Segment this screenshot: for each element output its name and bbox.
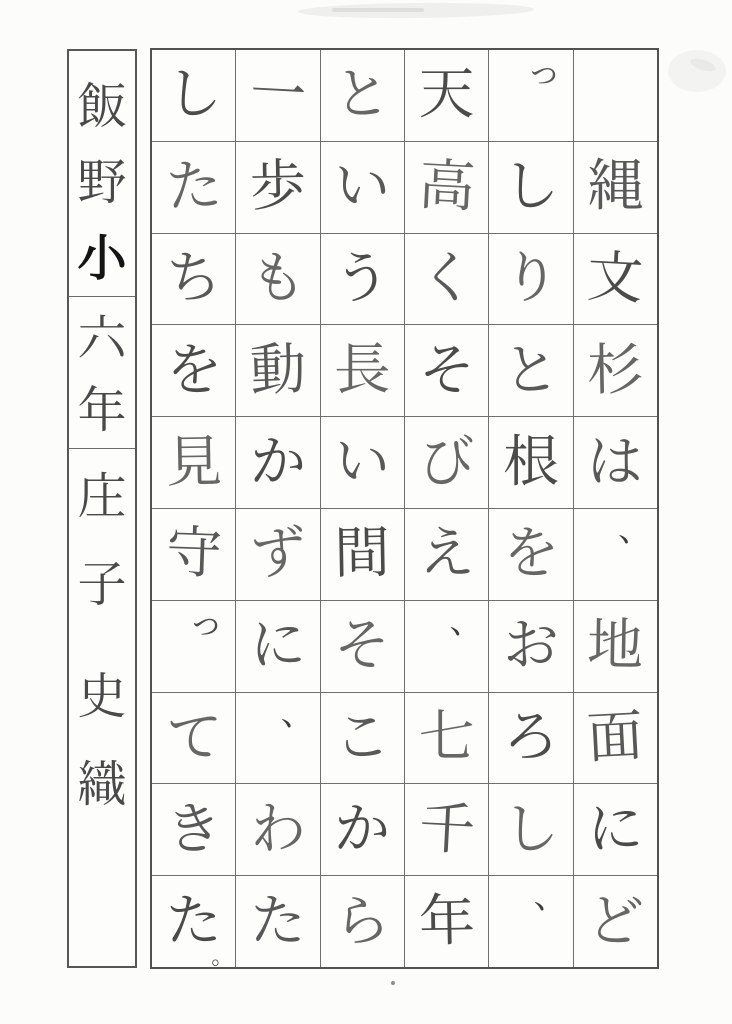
grid-cell xyxy=(574,509,657,601)
grid-cell xyxy=(152,509,235,601)
handwritten-char: し xyxy=(165,61,223,128)
handwritten-char: し xyxy=(501,153,561,221)
grid-cell xyxy=(321,784,404,876)
grid-cell xyxy=(574,325,657,417)
handwritten-char: き xyxy=(163,795,224,864)
handwritten-char: て xyxy=(165,704,223,771)
handwritten-char: た xyxy=(165,888,222,954)
name-char: 野 xyxy=(77,154,127,211)
grid-cell xyxy=(405,693,488,785)
pencil-smudge xyxy=(332,8,424,12)
grid-cell xyxy=(405,142,488,234)
handwritten-char: 杉 xyxy=(586,337,644,404)
grid-cell xyxy=(321,234,404,326)
grid-cell xyxy=(405,234,488,326)
comma-mark: 、 xyxy=(449,601,484,642)
grid-cell xyxy=(236,601,319,693)
grid-cell xyxy=(321,50,404,142)
grid-cell xyxy=(236,234,319,326)
handwritten-char: 長 xyxy=(334,337,391,403)
handwritten-char: そ xyxy=(333,612,392,680)
handwritten-char: っ xyxy=(524,51,563,94)
handwritten-char: を xyxy=(164,336,224,405)
grid-cell xyxy=(152,876,235,970)
handwritten-char: わ xyxy=(249,796,307,863)
grid-cell xyxy=(236,417,319,509)
pencil-smudge xyxy=(668,50,726,92)
name-char: 年 xyxy=(77,382,127,439)
grid-column xyxy=(573,50,657,967)
grid-cell xyxy=(152,50,235,142)
writing-grid xyxy=(150,48,659,969)
grid-cell xyxy=(489,417,572,509)
name-cell xyxy=(69,297,135,449)
grid-cell xyxy=(236,325,319,417)
grid-cell xyxy=(321,601,404,693)
grid-cell xyxy=(236,693,319,785)
grid-cell xyxy=(321,876,404,967)
handwritten-char: 年 xyxy=(418,888,476,955)
grid-column xyxy=(152,50,235,970)
grid-cell xyxy=(574,784,657,876)
handwritten-char: り xyxy=(502,245,560,312)
handwritten-char: え xyxy=(418,520,476,587)
grid-cell xyxy=(152,325,235,417)
grid-cell xyxy=(152,234,235,326)
grid-cell xyxy=(574,50,657,142)
grid-cell xyxy=(405,509,488,601)
grid-cell xyxy=(574,693,657,785)
name-char: 史 xyxy=(77,668,127,725)
handwritten-char: 歩 xyxy=(249,153,307,220)
name-char: 六 xyxy=(77,310,127,367)
grid-cell xyxy=(489,601,572,693)
handwritten-char: い xyxy=(333,153,391,220)
handwritten-char: 天 xyxy=(418,62,475,128)
grid-cell xyxy=(574,234,657,326)
handwritten-char: ど xyxy=(585,887,646,955)
handwritten-char: 守 xyxy=(164,520,223,588)
grid-cell xyxy=(321,509,404,601)
handwritten-char: 間 xyxy=(333,520,391,587)
handwritten-char: た xyxy=(248,887,308,955)
grid-cell xyxy=(236,142,319,234)
handwritten-char: ろ xyxy=(501,704,561,771)
grid-cell xyxy=(236,784,319,876)
name-char: 庄 xyxy=(77,468,127,525)
handwritten-char: 千 xyxy=(417,795,477,864)
grid-cell xyxy=(152,142,235,234)
handwritten-char: に xyxy=(250,613,307,679)
grid-cell xyxy=(489,325,572,417)
handwritten-char: こ xyxy=(333,704,392,771)
handwritten-char: う xyxy=(332,244,392,313)
grid-cell xyxy=(405,325,488,417)
grid-cell xyxy=(574,876,657,967)
handwritten-char: そ xyxy=(417,336,476,404)
grid-column xyxy=(488,50,572,967)
grid-cell xyxy=(489,234,572,326)
grid-cell xyxy=(489,784,572,876)
handwritten-char: も xyxy=(248,245,308,312)
handwritten-char: 動 xyxy=(248,336,308,404)
grid-cell xyxy=(405,417,488,509)
handwritten-char: ず xyxy=(248,519,308,588)
grid-cell xyxy=(152,693,235,785)
handwritten-char: い xyxy=(332,428,393,496)
comma-mark: 、 xyxy=(533,877,568,918)
grid-column xyxy=(404,50,488,967)
grid-cell xyxy=(405,876,488,967)
handwritten-char: に xyxy=(587,796,644,862)
handwritten-char: 見 xyxy=(165,429,223,496)
name-char: 小 xyxy=(77,230,127,287)
grid-cell xyxy=(321,693,404,785)
handwritten-char: 根 xyxy=(503,429,559,495)
grid-column xyxy=(320,50,404,967)
handwritten-char: っ xyxy=(187,602,226,645)
handwritten-char: び xyxy=(417,428,476,496)
grid-cell xyxy=(489,50,572,142)
grid-cell xyxy=(321,325,404,417)
handwritten-char: 地 xyxy=(586,612,644,679)
name-char: 飯 xyxy=(77,78,127,135)
name-char: 子 xyxy=(77,556,127,613)
handwritten-char: 高 xyxy=(417,152,477,221)
pencil-smudge xyxy=(298,2,534,19)
handwritten-char: と xyxy=(501,336,561,405)
grid-cell xyxy=(236,50,319,142)
grid-cell xyxy=(574,601,657,693)
grid-cell xyxy=(152,417,235,509)
grid-cell xyxy=(321,417,404,509)
grid-cell xyxy=(574,417,657,509)
name-char: 織 xyxy=(77,756,127,813)
grid-cell xyxy=(236,509,319,601)
grid-cell xyxy=(236,876,319,967)
handwritten-char: 文 xyxy=(585,244,646,313)
grid-cell xyxy=(152,784,235,876)
handwritten-char: 一 xyxy=(248,60,308,129)
name-column xyxy=(67,49,137,968)
handwritten-char: ち xyxy=(165,245,222,311)
name-cell xyxy=(69,51,135,297)
grid-cell xyxy=(405,784,488,876)
name-cell xyxy=(69,449,135,966)
handwritten-char: は xyxy=(586,428,645,496)
grid-cell xyxy=(152,601,235,693)
grid-cell xyxy=(489,693,572,785)
handwritten-char: く xyxy=(418,245,476,312)
handwritten-char: お xyxy=(502,612,560,679)
handwritten-char: か xyxy=(333,796,391,863)
handwritten-char: た xyxy=(163,152,224,221)
period-mark: 。 xyxy=(211,944,234,970)
handwritten-char: と xyxy=(333,61,392,129)
grid-cell xyxy=(574,142,657,234)
grid-cell xyxy=(489,509,572,601)
handwritten-char: を xyxy=(501,519,561,588)
grid-cell xyxy=(489,876,572,967)
grid-cell xyxy=(489,142,572,234)
handwritten-char: 縄 xyxy=(587,154,644,220)
pencil-speck xyxy=(391,981,395,985)
handwritten-char: か xyxy=(249,429,307,496)
grid-cell xyxy=(321,142,404,234)
handwritten-char: 面 xyxy=(585,703,645,772)
grid-cell xyxy=(405,50,488,142)
comma-mark: 、 xyxy=(280,693,315,734)
grid-column xyxy=(235,50,319,967)
pencil-smudge xyxy=(689,56,717,74)
handwritten-char: し xyxy=(501,795,561,863)
grid-cell xyxy=(405,601,488,693)
handwritten-char: 七 xyxy=(418,704,475,770)
comma-mark: 、 xyxy=(618,509,652,550)
handwritten-char: ら xyxy=(332,887,392,955)
